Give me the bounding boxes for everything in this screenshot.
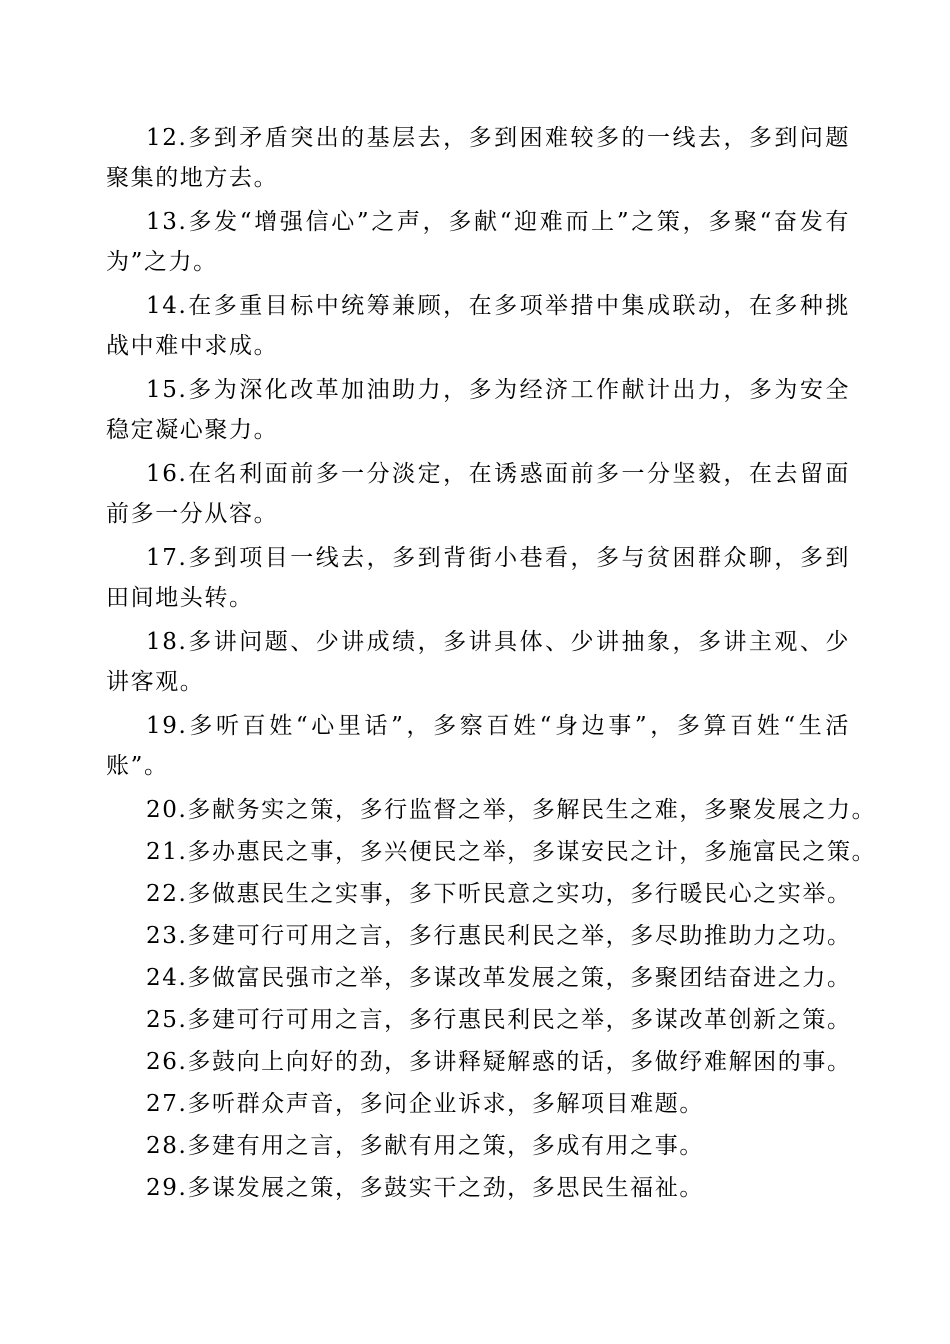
list-item-21: 21.多办惠民之事，多兴便民之举，多谋安民之计，多施富民之策。 — [146, 839, 877, 865]
list-item-27: 27.多听群众声音，多问企业诉求，多解项目难题。 — [146, 1091, 704, 1117]
list-item-28: 28.多建有用之言，多献有用之策，多成有用之事。 — [146, 1133, 704, 1159]
list-item-14: 14.在多重目标中统筹兼顾，在多项举措中集成联动，在多种挑战中难中求成。 — [106, 293, 850, 359]
document-body — [106, 118, 877, 1210]
list-item-22: 22.多做惠民生之实事，多下听民意之实功，多行暖民心之实举。 — [146, 881, 852, 907]
list-item-13: 13.多发“增强信心”之声，多献“迎难而上”之策，多聚“奋发有为”之力。 — [106, 209, 850, 275]
list-item-26: 26.多鼓向上向好的劲，多讲释疑解惑的话，多做纾难解困的事。 — [146, 1049, 852, 1075]
list-item-17: 17.多到项目一线去，多到背街小巷看，多与贫困群众聊，多到田间地头转。 — [106, 545, 850, 611]
list-item-23: 23.多建可行可用之言，多行惠民利民之举，多尽助推助力之功。 — [146, 923, 852, 949]
list-item-25: 25.多建可行可用之言，多行惠民利民之举，多谋改革创新之策。 — [146, 1007, 852, 1033]
list-item-20: 20.多献务实之策，多行监督之举，多解民生之难，多聚发展之力。 — [146, 797, 877, 823]
list-item-15: 15.多为深化改革加油助力，多为经济工作献计出力，多为安全稳定凝心聚力。 — [106, 377, 850, 443]
list-item-19: 19.多听百姓“心里话”，多察百姓“身边事”，多算百姓“生活账”。 — [106, 713, 850, 779]
list-item-29: 29.多谋发展之策，多鼓实干之劲，多思民生福祉。 — [146, 1175, 704, 1201]
list-item-24: 24.多做富民强市之举，多谋改革发展之策，多聚团结奋进之力。 — [146, 965, 852, 991]
list-item-18: 18.多讲问题、少讲成绩，多讲具体、少讲抽象，多讲主观、少讲客观。 — [106, 629, 850, 695]
list-item-16: 16.在名利面前多一分淡定，在诱惑面前多一分坚毅，在去留面前多一分从容。 — [106, 461, 850, 527]
list-item-12: 12.多到矛盾突出的基层去，多到困难较多的一线去，多到问题聚集的地方去。 — [106, 125, 850, 191]
